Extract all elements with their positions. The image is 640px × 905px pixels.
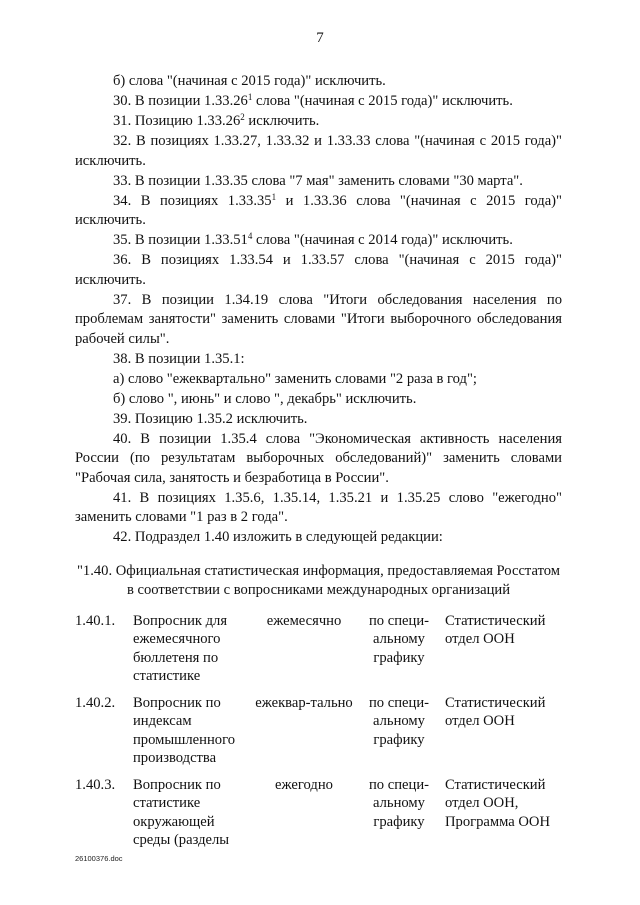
- item-frequency: ежегодно: [275, 776, 333, 793]
- paragraph: 41. В позициях 1.35.6, 1.35.14, 1.35.21 и 1.35.25 слово "ежегодно" заменить словами "1 раз в 2 года".: [75, 489, 562, 525]
- paragraph: [75, 112, 562, 132]
- paragraph: 32. В позициях 1.33.27, 1.33.32 и 1.33.33 слова "(начиная с 2015 года)" исключить.: [75, 133, 562, 169]
- section-title: "1.40. Официальная статистическая информация, предоставляемая Росстатом в соответствии с вопросниками международных организаций: [76, 562, 561, 598]
- table-row: [75, 612, 565, 694]
- superscript: 4: [247, 231, 253, 241]
- paragraph: [75, 192, 562, 231]
- text-run: 35. В позиции 1.33.51: [113, 232, 248, 248]
- item-number: 1.40.2.: [75, 694, 116, 711]
- text-run: слова "(начиная с 2015 года)" исключить.: [252, 93, 513, 109]
- item-schedule: по специ-альному графику: [369, 694, 429, 748]
- paragraph: 36. В позициях 1.33.54 и 1.33.57 слова "(начиная с 2015 года)" исключить.: [75, 252, 562, 288]
- item-frequency: ежеквар-тально: [255, 694, 353, 711]
- paragraph: б) слова "(начиная с 2015 года)" исключить.: [113, 73, 386, 89]
- paragraph: 39. Позицию 1.35.2 исключить.: [113, 410, 308, 427]
- file-name-footer: 26100376.doc: [75, 854, 123, 863]
- text-run: 30. В позиции 1.33.26: [113, 93, 248, 109]
- paragraph: [75, 92, 562, 112]
- document-body: [75, 72, 562, 858]
- item-frequency: ежемесячно: [266, 612, 342, 629]
- item-number: 1.40.1.: [75, 612, 116, 629]
- item-responsible: Статистический отдел ООН: [445, 694, 546, 729]
- paragraph: 33. В позиции 1.33.35 слова "7 мая" заменить словами "30 марта".: [113, 172, 523, 189]
- item-number: 1.40.3.: [75, 776, 116, 793]
- text-run: 34. В позициях 1.33.35: [113, 192, 272, 209]
- text-run: слова "(начиная с 2014 года)" исключить.: [252, 232, 513, 248]
- item-responsible: Статистический отдел ООН, Программа ООН: [445, 776, 551, 830]
- paragraph: 42. Подраздел 1.40 изложить в следующей редакции:: [113, 529, 443, 545]
- paragraph: б) слово ", июнь" и слово ", декабрь" исключить.: [113, 390, 417, 407]
- text-run: исключить.: [244, 113, 320, 129]
- superscript: 2: [240, 112, 245, 122]
- superscript: 1: [271, 191, 277, 202]
- paragraph-list: [75, 72, 562, 548]
- table-row: [75, 776, 565, 858]
- table-row: [75, 694, 565, 776]
- text-run: 31. Позицию 1.33.26: [113, 113, 241, 129]
- paragraph: [75, 231, 562, 251]
- superscript: 1: [247, 92, 253, 102]
- item-responsible: Статистический отдел ООН: [445, 612, 546, 647]
- paragraph: а) слово "ежеквартально" заменить словами "2 раза в год";: [113, 370, 477, 387]
- paragraph: 40. В позиции 1.35.4 слова "Экономическая активность населения России (по результатам выборочных обследований)" заменить словами "Рабочая сила, занятость и безработица в России".: [75, 430, 562, 486]
- paragraph: 38. В позиции 1.35.1:: [113, 350, 245, 367]
- item-name: Вопросник для ежемесячного бюллетеня по статистике: [133, 612, 228, 684]
- item-name: Вопросник по индексам промышленного производства: [133, 694, 235, 766]
- page-number: 7: [316, 30, 324, 46]
- item-name: Вопросник по статистике окружающей среды (разделы: [133, 776, 230, 848]
- item-schedule: по специ-альному графику: [369, 612, 429, 666]
- schedule-table: [75, 612, 565, 858]
- item-schedule: по специ-альному графику: [369, 776, 429, 830]
- text-run: и 1.33.36 слова "(начиная с 2015 года)" исключить.: [75, 192, 563, 228]
- paragraph: 37. В позиции 1.34.19 слова "Итоги обследования населения по проблемам занятости" заменить словами "Итоги выборочного обследования рабочей силы".: [75, 291, 562, 347]
